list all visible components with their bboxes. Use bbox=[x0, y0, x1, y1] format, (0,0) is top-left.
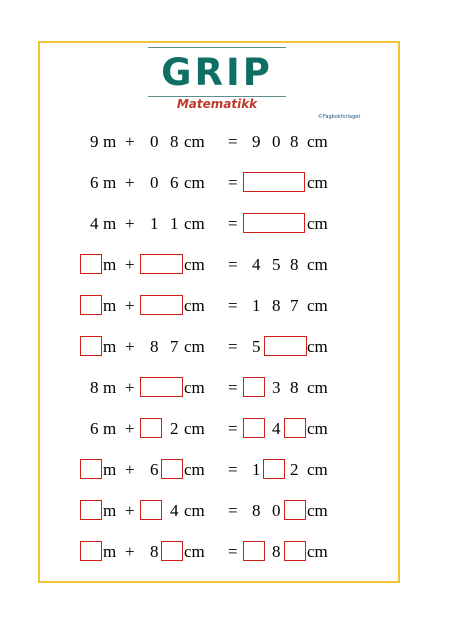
exercise-row bbox=[0, 459, 455, 481]
exercise-token: = bbox=[228, 501, 238, 520]
answer-box[interactable] bbox=[140, 500, 162, 520]
exercise-token: m bbox=[103, 132, 117, 151]
answer-box[interactable] bbox=[284, 418, 306, 438]
answer-box[interactable] bbox=[243, 172, 305, 192]
exercise-row bbox=[0, 336, 455, 358]
exercise-token: + bbox=[125, 132, 135, 151]
exercise-row bbox=[0, 213, 455, 235]
exercise-token: 1 bbox=[150, 214, 159, 233]
exercise-token: 4 bbox=[252, 255, 261, 274]
exercise-token: 5 bbox=[272, 255, 281, 274]
exercise-token: m bbox=[103, 337, 117, 356]
answer-box[interactable] bbox=[243, 377, 265, 397]
grip-logo: GRIP bbox=[161, 51, 273, 94]
exercise-token: = bbox=[228, 255, 238, 274]
exercise-token: 8 bbox=[150, 337, 159, 356]
answer-box[interactable] bbox=[284, 541, 306, 561]
answer-box[interactable] bbox=[140, 295, 183, 315]
exercise-token: = bbox=[228, 337, 238, 356]
exercise-token: + bbox=[125, 542, 135, 561]
exercise-row bbox=[0, 541, 455, 563]
exercise-token: 8 bbox=[170, 132, 179, 151]
exercise-token: 8 bbox=[290, 132, 299, 151]
exercise-token: = bbox=[228, 173, 238, 192]
exercise-token: 2 bbox=[170, 419, 179, 438]
exercise-token: cm bbox=[184, 378, 205, 397]
exercise-token: 5 bbox=[252, 337, 261, 356]
answer-box[interactable] bbox=[140, 418, 162, 438]
exercise-token: 1 bbox=[170, 214, 179, 233]
answer-box[interactable] bbox=[80, 254, 102, 274]
exercise-token: cm bbox=[184, 501, 205, 520]
answer-box[interactable] bbox=[264, 336, 307, 356]
answer-box[interactable] bbox=[263, 459, 285, 479]
exercise-token: m bbox=[103, 296, 117, 315]
exercise-token: cm bbox=[184, 132, 205, 151]
exercise-token: cm bbox=[184, 419, 205, 438]
exercise-token: 0 bbox=[150, 132, 159, 151]
answer-box[interactable] bbox=[80, 459, 102, 479]
answer-box[interactable] bbox=[243, 418, 265, 438]
answer-box[interactable] bbox=[80, 541, 102, 561]
answer-box[interactable] bbox=[161, 459, 183, 479]
exercise-token: 8 bbox=[252, 501, 261, 520]
exercise-token: 0 bbox=[272, 132, 281, 151]
exercise-token: + bbox=[125, 419, 135, 438]
exercise-token: = bbox=[228, 214, 238, 233]
exercise-token: 6 bbox=[90, 419, 99, 438]
exercise-token: = bbox=[228, 378, 238, 397]
exercise-token: + bbox=[125, 501, 135, 520]
exercise-token: 4 bbox=[90, 214, 99, 233]
exercise-token: 9 bbox=[90, 132, 99, 151]
answer-box[interactable] bbox=[284, 500, 306, 520]
exercise-token: cm bbox=[307, 132, 328, 151]
exercise-token: cm bbox=[307, 542, 328, 561]
exercise-token: 7 bbox=[290, 296, 299, 315]
exercise-token: m bbox=[103, 378, 117, 397]
exercise-token: cm bbox=[184, 460, 205, 479]
exercise-token: m bbox=[103, 255, 117, 274]
exercise-token: m bbox=[103, 419, 117, 438]
answer-box[interactable] bbox=[243, 213, 305, 233]
copyright-text: ©Fagbokforlaget bbox=[318, 114, 361, 120]
exercise-token: 8 bbox=[272, 542, 281, 561]
logo-rule-top bbox=[148, 47, 286, 48]
answer-box[interactable] bbox=[80, 336, 102, 356]
exercise-token: 1 bbox=[252, 296, 261, 315]
exercise-token: = bbox=[228, 296, 238, 315]
exercise-token: 0 bbox=[272, 501, 281, 520]
exercise-token: cm bbox=[184, 296, 205, 315]
exercise-token: + bbox=[125, 173, 135, 192]
answer-box[interactable] bbox=[161, 541, 183, 561]
exercise-row bbox=[0, 131, 455, 153]
exercise-token: cm bbox=[184, 173, 205, 192]
answer-box[interactable] bbox=[80, 295, 102, 315]
exercise-token: cm bbox=[307, 419, 328, 438]
exercise-token: 8 bbox=[290, 378, 299, 397]
exercise-token: 8 bbox=[90, 378, 99, 397]
exercise-token: 3 bbox=[272, 378, 281, 397]
exercise-token: cm bbox=[307, 296, 328, 315]
exercise-token: = bbox=[228, 542, 238, 561]
exercise-token: cm bbox=[307, 337, 328, 356]
exercise-token: cm bbox=[184, 214, 205, 233]
answer-box[interactable] bbox=[140, 254, 183, 274]
exercise-token: + bbox=[125, 296, 135, 315]
exercise-row bbox=[0, 377, 455, 399]
exercise-token: 8 bbox=[150, 542, 159, 561]
exercise-token: 8 bbox=[272, 296, 281, 315]
exercise-token: 6 bbox=[90, 173, 99, 192]
exercise-token: 2 bbox=[290, 460, 299, 479]
exercise-token: cm bbox=[307, 173, 328, 192]
answer-box[interactable] bbox=[140, 377, 183, 397]
exercise-token: m bbox=[103, 501, 117, 520]
exercise-token: 7 bbox=[170, 337, 179, 356]
subject-subtitle: Matematikk bbox=[176, 97, 258, 111]
answer-box[interactable] bbox=[80, 500, 102, 520]
exercise-token: 6 bbox=[150, 460, 159, 479]
exercise-token: 4 bbox=[170, 501, 179, 520]
exercise-token: + bbox=[125, 255, 135, 274]
exercise-token: cm bbox=[184, 337, 205, 356]
exercise-token: 6 bbox=[170, 173, 179, 192]
exercise-token: cm bbox=[184, 542, 205, 561]
exercise-token: m bbox=[103, 542, 117, 561]
exercise-token: 9 bbox=[252, 132, 261, 151]
exercise-token: m bbox=[103, 214, 117, 233]
exercise-token: + bbox=[125, 337, 135, 356]
exercise-token: cm bbox=[307, 378, 328, 397]
exercise-token: 4 bbox=[272, 419, 281, 438]
exercise-token: cm bbox=[307, 501, 328, 520]
exercise-token: + bbox=[125, 214, 135, 233]
answer-box[interactable] bbox=[243, 541, 265, 561]
exercise-row bbox=[0, 172, 455, 194]
exercise-token: 0 bbox=[150, 173, 159, 192]
exercise-token: cm bbox=[307, 460, 328, 479]
exercise-row bbox=[0, 500, 455, 522]
exercise-token: 8 bbox=[290, 255, 299, 274]
exercise-token: + bbox=[125, 378, 135, 397]
exercise-token: = bbox=[228, 132, 238, 151]
exercise-token: cm bbox=[307, 255, 328, 274]
exercise-row bbox=[0, 254, 455, 276]
exercise-row bbox=[0, 295, 455, 317]
exercise-token: m bbox=[103, 460, 117, 479]
exercise-token: cm bbox=[184, 255, 205, 274]
exercise-token: cm bbox=[307, 214, 328, 233]
exercise-token: 1 bbox=[252, 460, 261, 479]
exercise-token: = bbox=[228, 460, 238, 479]
exercise-token: + bbox=[125, 460, 135, 479]
exercise-row bbox=[0, 418, 455, 440]
exercise-token: = bbox=[228, 419, 238, 438]
exercise-token: m bbox=[103, 173, 117, 192]
